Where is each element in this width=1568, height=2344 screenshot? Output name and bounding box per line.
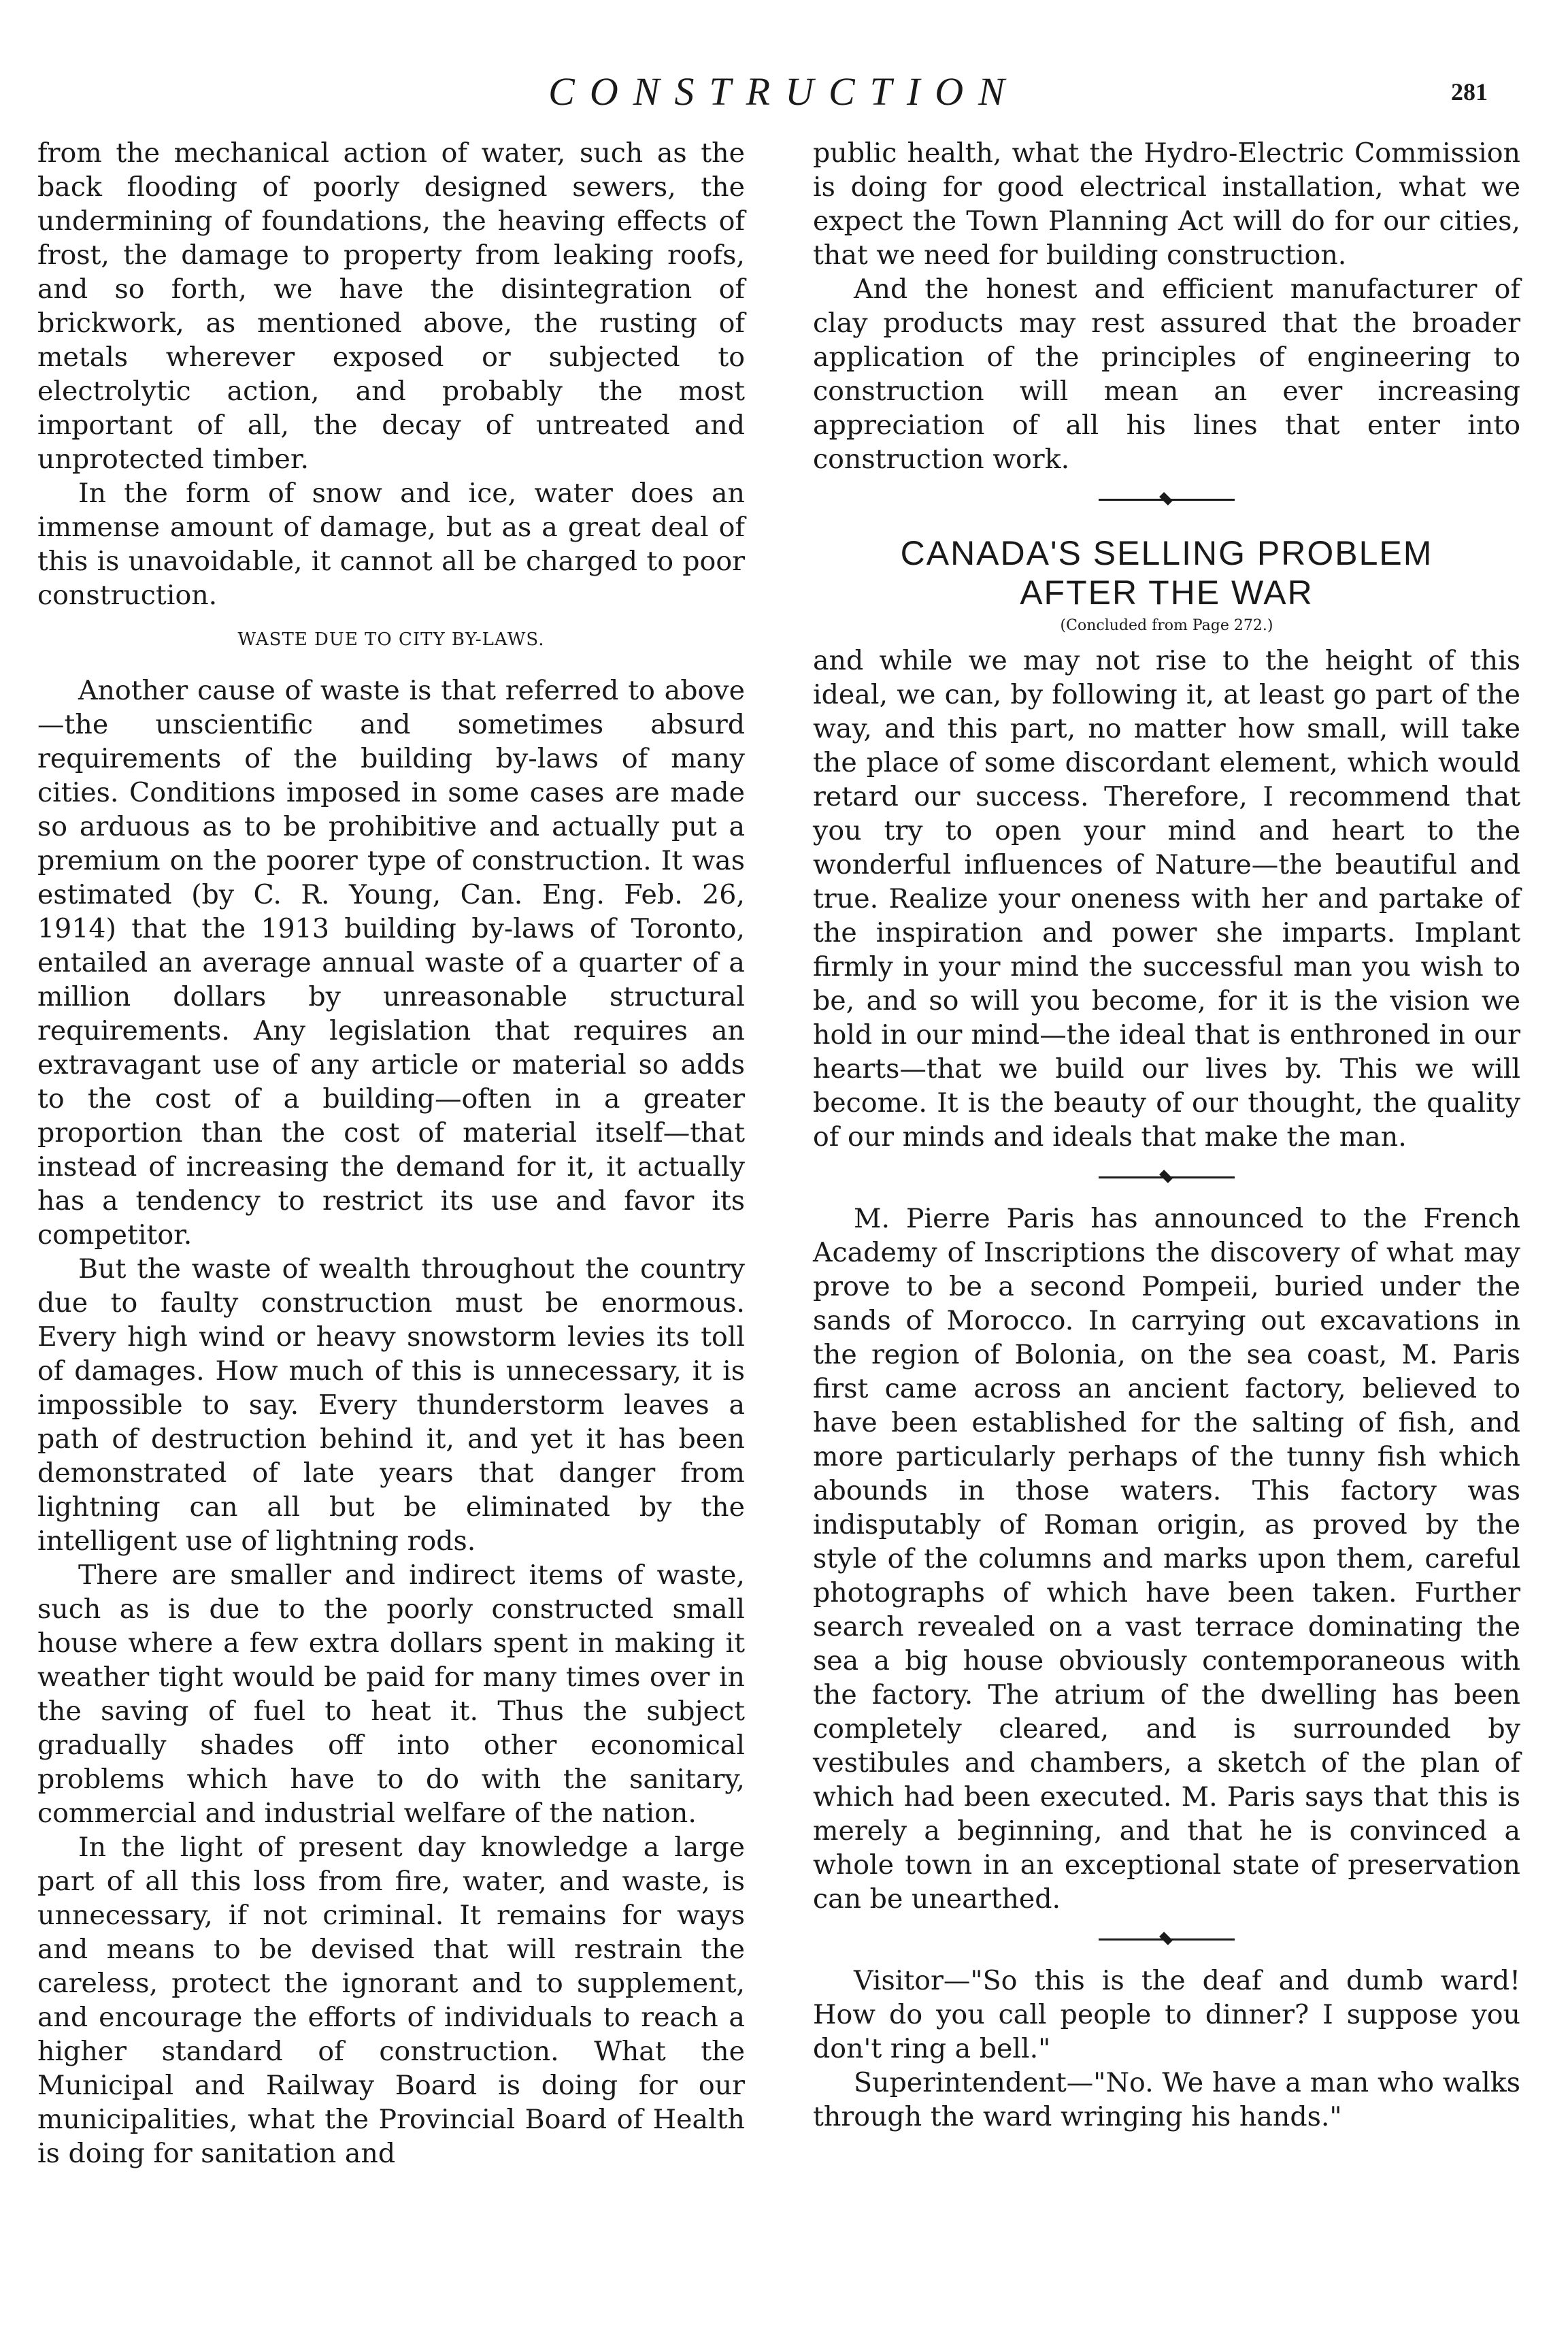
paragraph: And the honest and efficient manufacturer of clay products may rest assured that the broader application of the principles of engineering to construction will mean an ever increasing appreciation of all his lines that enter into construction work. — [813, 274, 1520, 475]
article-title — [813, 533, 1520, 612]
paragraph: M. Pierre Paris has announced to the French Academy of Inscriptions the discovery of what may prove to be a second Pompeii, buried under the sands of Morocco. In carrying out excavations in the region of Bolonia, on the sea coast, M. Paris first came across an ancient factory, believed to have been established for the salting of fish, and more particularly perhaps of the tunny fish which abounds in those waters. This factory was indisputably of Roman origin, as proved by the style of the columns and marks upon them, careful photographs of which have been taken. Further search revealed on a vast terrace dominating the sea a big house obviously contemporaneous with the factory. The atrium of the dwelling has been completely cleared, and is surrounded by vestibules and chambers, a sketch of the plan of which had been executed. M. Paris says that this is merely a beginning, and that he is convinced a whole town in an exceptional state of preservation can be unearthed. — [813, 1203, 1520, 1915]
left-column — [37, 136, 745, 2170]
divider-diamond-icon — [1159, 1932, 1173, 1945]
paragraph: public health, what the Hydro-Electric Commission is doing for good electrical installation, what we expect the Town Planning Act will do for our cities, that we need for building construction. — [813, 137, 1520, 271]
continuation-note: (Concluded from Page 272.) — [1060, 617, 1273, 634]
paragraph: Visitor—"So this is the deaf and dumb ward! How do you call people to dinner? I suppose you don't ring a bell." — [813, 1965, 1520, 2064]
ornamental-divider — [1099, 1169, 1235, 1185]
paragraph: In the light of present day knowledge a large part of all this loss from fire, water, and waste, is unnecessary, if not criminal. It remains for ways and means to be devised that will restrain the careless, protect the ignorant and to supplement, and encourage the efforts of individuals to reach a higher standard of construction. What the Municipal and Railway Board is doing for our municipalities, what the Provincial Board of Health is doing for sanitation and — [37, 1832, 745, 2169]
paragraph: Superintendent—"No. We have a man who walks through the ward wringing his hands." — [813, 2067, 1520, 2132]
journal-title: CONSTRUCTION — [548, 69, 1020, 114]
ornamental-divider — [1099, 1931, 1235, 1947]
paragraph: There are smaller and indirect items of waste, such as is due to the poorly constructed small house where a few extra dollars spent in making it weather tight would be paid for many times over in the saving of fuel to heat it. Thus the subject gradually shades off into other economical problems which have to do with the sanitary, commercial and industrial welfare of the nation. — [37, 1559, 745, 1829]
page-number: 281 — [1451, 78, 1488, 105]
paragraph: But the waste of wealth throughout the country due to faulty construction must be enormous. Every high wind or heavy snowstorm levies its toll of damages. How much of this is unnecessary, it is impossible to say. Every thunderstorm leaves a path of destruction behind it, and yet it has been demonstrated of late years that danger from lightning can all but be eliminated by the intelligent use of lightning rods. — [37, 1253, 745, 1557]
paragraph: Another cause of waste is that referred to above—the unscientific and sometimes absurd requirements of the building by-laws of many cities. Conditions imposed in some cases are made so arduous as to be prohibitive and actually put a premium on the poorer type of construction. It was estimated (by C. R. Young, Can. Eng. Feb. 26, 1914) that the 1913 building by-laws of Toronto, entailed an average annual waste of a quarter of a million dollars by unreasonable structural requirements. Any legislation that requires an extravagant use of any article or material so adds to the cost of a building—often in a greater proportion than the cost of material itself—that instead of increasing the demand for it, it actually has a tendency to restrict its use and favor its competitor. — [37, 675, 745, 1251]
running-head — [0, 68, 1568, 129]
right-column — [813, 136, 1520, 2134]
section-subhead: WASTE DUE TO CITY BY-LAWS. — [237, 629, 545, 650]
article-title-line-2: AFTER THE WAR — [1020, 574, 1314, 612]
ornamental-divider — [1099, 491, 1235, 508]
divider-diamond-icon — [1159, 1170, 1173, 1183]
paragraph: In the form of snow and ice, water does an immense amount of damage, but as a great deal of this is unavoidable, it cannot all be charged to poor construction. — [37, 478, 745, 611]
paragraph: and while we may not rise to the height of this ideal, we can, by following it, at least go part of the way, and this part, no matter how small, will take the place of some discordant element, which would retard our success. Therefore, I recommend that you try to open your mind and heart to the wonderful influences of Nature—the beautiful and true. Realize your oneness with her and partake of the inspiration and power she imparts. Implant firmly in your mind the successful man you wish to be, and so will you become, for it is the vision we hold in our mind—the ideal that is enthroned in our hearts—that we build our lives by. This we will become. It is the beauty of our thought, the quality of our minds and ideals that make the man. — [813, 645, 1520, 1153]
article-title-line-1: CANADA'S SELLING PROBLEM — [900, 534, 1433, 572]
paragraph: from the mechanical action of water, such as the back flooding of poorly designed sewers, the undermining of foundations, the heaving effects of frost, the damage to property from leaking roofs, and so forth, we have the disintegration of brickwork, as mentioned above, the rusting of metals wherever exposed or subjected to electrolytic action, and probably the most important of all, the decay of untreated and unprotected timber. — [37, 137, 745, 475]
divider-diamond-icon — [1159, 492, 1173, 506]
